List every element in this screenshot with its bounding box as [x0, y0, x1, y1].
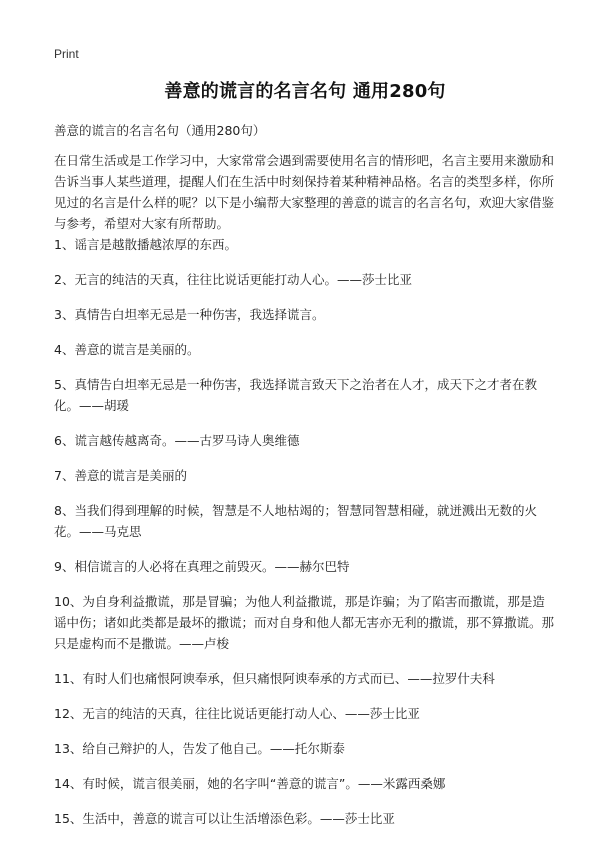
quote-list — [54, 234, 556, 843]
quote-item-13: 13、给自己辩护的人，告发了他自己。——托尔斯泰 — [54, 741, 345, 756]
document-title: 善意的谎言的名言名句 通用280句 — [164, 81, 446, 102]
quote-item-7: 7、善意的谎言是美丽的 — [54, 468, 187, 483]
quote-item-1: 1、谣言是越散播越浓厚的东西。 — [54, 237, 237, 252]
quote-item-15: 15、生活中，善意的谎言可以让生活增添色彩。——莎士比亚 — [54, 811, 395, 826]
quote-item-14: 14、有时候，谎言很美丽，她的名字叫“善意的谎言”。——米露西桑娜 — [54, 776, 446, 791]
quote-item-2: 2、无言的纯洁的天真，往往比说话更能打动人心。——莎士比亚 — [54, 272, 412, 287]
print-link[interactable]: Print — [54, 47, 79, 61]
quote-item-10: 10、为自身利益撒谎，那是冒骗；为他人利益撒谎，那是诈骗；为了陷害而撒谎，那是造谣中伤；诸如此类都是最坏的撒谎；而对自身和他人都无害亦无利的撒谎，那不算撒谎。那只是虚构而不是撒谎。——卢梭 — [54, 594, 555, 651]
intro-paragraph: 在日常生活或是工作学习中，大家常常会遇到需要使用名言的情形吧，名言主要用来激励和告诉当事人某些道理，提醒人们在生活中时刻保持着某种精神品格。名言的类型多样，你所见过的名言是什么样的呢？以下是小编帮大家整理的善意的谎言的名言名句，欢迎大家借鉴与参考，希望对大家有所帮助。 — [54, 153, 555, 231]
quote-item-5: 5、真情告白坦率无忌是一种伤害，我选择谎言致天下之治者在人才，成天下之才者在教化。——胡瑗 — [54, 377, 537, 413]
quote-item-4: 4、善意的谎言是美丽的。 — [54, 342, 200, 357]
quote-item-6: 6、谎言越传越离奇。——古罗马诗人奥维德 — [54, 433, 300, 448]
quote-item-11: 11、有时人们也痛恨阿谀奉承，但只痛恨阿谀奉承的方式而已、——拉罗什夫科 — [54, 671, 495, 686]
quote-item-3: 3、真情告白坦率无忌是一种伤害，我选择谎言。 — [54, 307, 325, 322]
quote-item-12: 12、无言的纯洁的天真，往往比说话更能打动人心、——莎士比亚 — [54, 706, 420, 721]
document-subtitle: 善意的谎言的名言名句（通用280句） — [54, 123, 266, 138]
quote-item-9: 9、相信谎言的人必将在真理之前毁灭。——赫尔巴特 — [54, 559, 350, 574]
quote-item-8: 8、当我们得到理解的时候，智慧是不人地枯竭的；智慧同智慧相碰，就迸溅出无数的火花。——马克思 — [54, 503, 537, 539]
